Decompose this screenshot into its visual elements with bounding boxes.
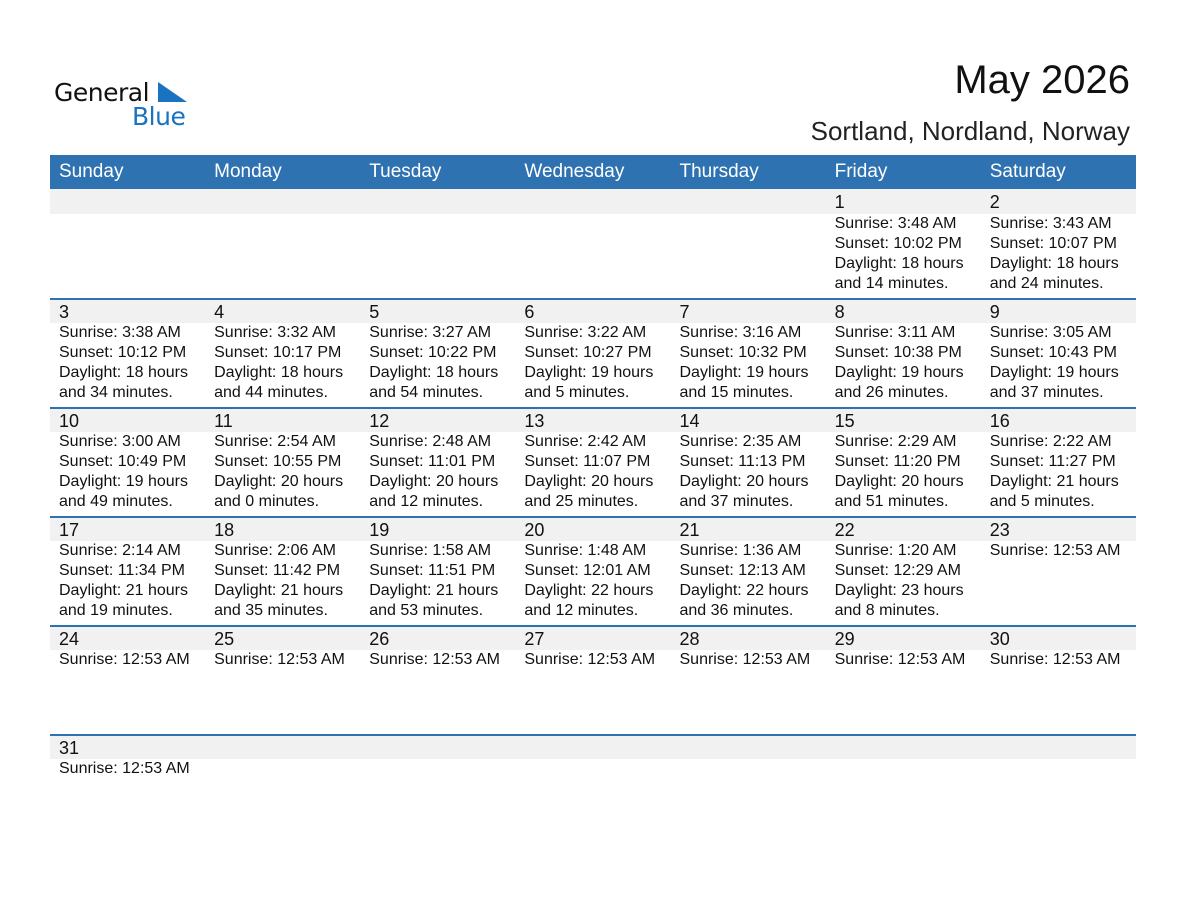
sun-info-line: and 14 minutes. xyxy=(834,275,949,292)
day-cell xyxy=(360,409,515,512)
weekday-wednesday: Wednesday xyxy=(524,161,625,182)
day-number: 14 xyxy=(679,411,700,431)
sun-info-line: Sunrise: 3:22 AM xyxy=(524,324,647,341)
logo-word-blue: Blue xyxy=(132,102,186,131)
day-cell xyxy=(50,627,205,670)
sun-info-line: Daylight: 21 hours xyxy=(214,582,344,599)
weekday-sunday: Sunday xyxy=(59,161,124,182)
sun-info-line: Sunrise: 12:53 AM xyxy=(524,651,656,668)
sun-info-line: Sunrise: 3:11 AM xyxy=(834,324,956,341)
day-cell xyxy=(671,300,826,403)
sun-info-line: Sunrise: 3:27 AM xyxy=(369,324,492,341)
day-cell xyxy=(981,189,1136,294)
sun-info-line: Daylight: 23 hours xyxy=(834,582,964,599)
sun-info-line: Sunset: 12:01 AM xyxy=(524,562,651,579)
day-number: 31 xyxy=(59,738,80,758)
weeks xyxy=(50,189,1136,843)
day-cell xyxy=(671,518,826,621)
sun-info-line: and 12 minutes. xyxy=(369,493,484,510)
sun-info-line: Sunrise: 3:43 AM xyxy=(989,215,1112,232)
day-cell xyxy=(826,736,981,779)
day-cell xyxy=(671,627,826,670)
day-number: 1 xyxy=(834,192,845,212)
day-cell xyxy=(515,300,670,403)
day-cell xyxy=(50,518,205,621)
day-number: 20 xyxy=(524,520,545,540)
sun-info-line: and 37 minutes. xyxy=(989,384,1104,401)
day-cell xyxy=(360,189,515,294)
weekday-tuesday: Tuesday xyxy=(369,161,442,182)
day-cell xyxy=(205,736,360,779)
day-cell xyxy=(981,736,1136,779)
sun-info-line: Sunset: 11:27 PM xyxy=(989,453,1116,470)
day-number: 2 xyxy=(989,192,1000,212)
sun-info-line: Sunset: 11:07 PM xyxy=(524,453,651,470)
sun-info-line: Sunset: 11:20 PM xyxy=(834,453,961,470)
sun-info-line: and 37 minutes. xyxy=(679,493,794,510)
logo-triangle-icon xyxy=(158,82,187,102)
day-cell xyxy=(515,409,670,512)
day-cell xyxy=(205,300,360,403)
day-number: 6 xyxy=(524,302,535,322)
sun-info-line: Sunset: 12:29 AM xyxy=(834,562,961,579)
sun-info-line: Sunrise: 12:53 AM xyxy=(679,651,811,668)
sun-info-line: Daylight: 18 hours xyxy=(369,364,499,381)
day-cell xyxy=(50,736,205,779)
sun-info-line: and 51 minutes. xyxy=(834,493,949,510)
day-cell xyxy=(671,409,826,512)
sun-info-line: and 36 minutes. xyxy=(679,602,794,619)
day-cell xyxy=(515,627,670,670)
sun-info-line: and 12 minutes. xyxy=(524,602,639,619)
sun-info-line: Sunrise: 2:29 AM xyxy=(834,433,957,450)
sun-info-line: and 19 minutes. xyxy=(59,602,173,619)
weekday-friday: Friday xyxy=(834,161,888,182)
sun-info-line: Sunrise: 3:48 AM xyxy=(834,215,957,232)
sun-info-line: Daylight: 19 hours xyxy=(59,473,188,490)
sun-info-line: Sunset: 11:51 PM xyxy=(369,562,496,579)
sun-info-line: Daylight: 20 hours xyxy=(524,473,654,490)
day-number: 17 xyxy=(59,520,80,540)
sun-info-line: and 8 minutes. xyxy=(834,602,940,619)
sun-info-line: Daylight: 20 hours xyxy=(834,473,964,490)
sun-info-line: Sunset: 10:22 PM xyxy=(369,344,497,361)
day-number: 5 xyxy=(369,302,380,322)
day-cell xyxy=(205,409,360,512)
day-number: 16 xyxy=(989,411,1010,431)
sun-info-line: and 53 minutes. xyxy=(369,602,484,619)
logo-word-general: General xyxy=(54,78,150,107)
weekday-header xyxy=(50,155,1136,189)
sun-info-line: Sunrise: 1:58 AM xyxy=(369,542,492,559)
sun-info-line: Sunrise: 2:22 AM xyxy=(989,433,1112,450)
sun-info-line: Sunset: 11:42 PM xyxy=(214,562,341,579)
day-number: 4 xyxy=(214,302,225,322)
sun-info-line: Daylight: 19 hours xyxy=(834,364,964,381)
day-cell xyxy=(515,736,670,779)
day-number: 29 xyxy=(834,629,855,649)
sun-info-line: Daylight: 20 hours xyxy=(679,473,809,490)
sun-info-line: Sunset: 10:32 PM xyxy=(679,344,807,361)
day-cell xyxy=(360,518,515,621)
sun-info-line: Sunrise: 12:53 AM xyxy=(834,651,966,668)
week-row xyxy=(50,516,1136,625)
sun-info-line: Daylight: 21 hours xyxy=(59,582,188,599)
day-cell xyxy=(50,409,205,512)
day-number: 7 xyxy=(679,302,690,322)
sun-info-line: Daylight: 19 hours xyxy=(989,364,1119,381)
sun-info-line: Sunrise: 12:53 AM xyxy=(369,651,500,668)
day-number: 23 xyxy=(989,520,1010,540)
sun-info-line: Sunrise: 2:06 AM xyxy=(214,542,336,559)
sun-info-line: and 34 minutes. xyxy=(59,384,173,401)
sun-info-line: Sunrise: 12:53 AM xyxy=(59,760,190,777)
day-number: 22 xyxy=(834,520,855,540)
day-number: 30 xyxy=(989,629,1010,649)
day-cell xyxy=(515,518,670,621)
sun-info-line: Daylight: 22 hours xyxy=(524,582,654,599)
day-number: 27 xyxy=(524,629,545,649)
sun-info-line: and 25 minutes. xyxy=(524,493,639,510)
day-number: 26 xyxy=(369,629,390,649)
sun-info-line: Sunset: 11:13 PM xyxy=(679,453,806,470)
sun-info-line: Sunset: 10:12 PM xyxy=(59,344,187,361)
sun-info-line: Daylight: 19 hours xyxy=(679,364,809,381)
day-number: 28 xyxy=(679,629,700,649)
sun-info-line: Sunrise: 1:20 AM xyxy=(834,542,957,559)
day-number: 8 xyxy=(834,302,845,322)
day-cell xyxy=(826,409,981,512)
sun-info-line: Sunrise: 12:53 AM xyxy=(59,651,190,668)
sun-info-line: Sunset: 12:13 AM xyxy=(679,562,806,579)
weekday-thursday: Thursday xyxy=(679,161,759,182)
day-cell xyxy=(826,627,981,670)
day-cell xyxy=(360,300,515,403)
day-cell xyxy=(671,189,826,294)
day-cell xyxy=(826,300,981,403)
sun-info-line: Sunset: 10:02 PM xyxy=(834,235,962,252)
day-cell xyxy=(205,627,360,670)
day-number: 18 xyxy=(214,520,235,540)
day-cell xyxy=(981,300,1136,403)
sun-info-line: and 26 minutes. xyxy=(834,384,949,401)
sun-info-line: and 54 minutes. xyxy=(369,384,484,401)
sun-info-line: Daylight: 21 hours xyxy=(989,473,1119,490)
sun-info-line: Sunset: 11:01 PM xyxy=(369,453,496,470)
sun-info-line: Sunrise: 3:38 AM xyxy=(59,324,181,341)
page-title: May 2026 xyxy=(954,58,1130,102)
day-cell xyxy=(981,627,1136,670)
day-number: 25 xyxy=(214,629,235,649)
day-cell xyxy=(826,189,981,294)
sun-info-line: Sunrise: 2:14 AM xyxy=(59,542,181,559)
day-cell xyxy=(826,518,981,621)
sun-info-line: Sunrise: 2:35 AM xyxy=(679,433,802,450)
day-number: 11 xyxy=(214,411,233,431)
day-cell xyxy=(360,627,515,670)
sun-info-line: Sunrise: 12:53 AM xyxy=(989,651,1121,668)
week-row xyxy=(50,298,1136,407)
location-subtitle: Sortland, Nordland, Norway xyxy=(810,116,1130,146)
sun-info-line: Sunset: 10:27 PM xyxy=(524,344,652,361)
sun-info-line: Sunset: 10:43 PM xyxy=(989,344,1117,361)
sun-info-line: Daylight: 21 hours xyxy=(369,582,499,599)
sun-info-line: Sunrise: 2:42 AM xyxy=(524,433,647,450)
sun-info-line: Daylight: 18 hours xyxy=(214,364,344,381)
sun-info-line: Daylight: 22 hours xyxy=(679,582,809,599)
sun-info-line: Sunrise: 1:48 AM xyxy=(524,542,647,559)
day-cell xyxy=(981,409,1136,512)
sun-info-line: Sunrise: 12:53 AM xyxy=(214,651,345,668)
day-number: 3 xyxy=(59,302,70,322)
sun-info-line: and 35 minutes. xyxy=(214,602,328,619)
sun-info-line: Daylight: 20 hours xyxy=(369,473,499,490)
week-row xyxy=(50,189,1136,298)
sun-info-line: Daylight: 20 hours xyxy=(214,473,344,490)
sun-info-line: Sunset: 10:49 PM xyxy=(59,453,187,470)
general-blue-logo xyxy=(54,78,194,130)
sun-info-line: and 44 minutes. xyxy=(214,384,328,401)
sun-info-line: Sunset: 10:17 PM xyxy=(214,344,342,361)
sun-info-line: Sunrise: 1:36 AM xyxy=(679,542,802,559)
day-number: 21 xyxy=(679,520,700,540)
day-number: 15 xyxy=(834,411,855,431)
sun-info-line: Daylight: 18 hours xyxy=(834,255,964,272)
day-number: 19 xyxy=(369,520,390,540)
sun-info-line: Daylight: 18 hours xyxy=(989,255,1119,272)
day-cell xyxy=(205,518,360,621)
day-cell xyxy=(515,189,670,294)
sun-info-line: and 5 minutes. xyxy=(989,493,1095,510)
sun-info-line: Sunset: 10:38 PM xyxy=(834,344,962,361)
week-row xyxy=(50,734,1136,843)
sun-info-line: and 24 minutes. xyxy=(989,275,1104,292)
week-row xyxy=(50,407,1136,516)
sun-info-line: Sunset: 10:55 PM xyxy=(214,453,342,470)
sun-info-line: Sunrise: 3:00 AM xyxy=(59,433,181,450)
sun-info-line: and 49 minutes. xyxy=(59,493,173,510)
day-number: 12 xyxy=(369,411,390,431)
day-cell xyxy=(50,189,205,294)
day-cell xyxy=(205,189,360,294)
sun-info-line: and 0 minutes. xyxy=(214,493,320,510)
sun-info-line: Daylight: 19 hours xyxy=(524,364,654,381)
sun-info-line: and 15 minutes. xyxy=(679,384,794,401)
week-row xyxy=(50,625,1136,734)
day-number: 24 xyxy=(59,629,80,649)
sun-info-line: Sunrise: 3:32 AM xyxy=(214,324,336,341)
day-cell xyxy=(981,518,1136,621)
weekday-monday: Monday xyxy=(214,161,282,182)
day-number: 10 xyxy=(59,411,80,431)
day-cell xyxy=(50,300,205,403)
sun-info-line: Sunset: 10:07 PM xyxy=(989,235,1117,252)
sun-info-line: and 5 minutes. xyxy=(524,384,630,401)
day-number: 9 xyxy=(989,302,1000,322)
day-cell xyxy=(671,736,826,779)
calendar-grid xyxy=(50,155,1136,843)
day-cell xyxy=(360,736,515,779)
sun-info-line: Sunrise: 2:48 AM xyxy=(369,433,492,450)
day-number: 13 xyxy=(524,411,545,431)
sun-info-line: Sunrise: 3:05 AM xyxy=(989,324,1112,341)
weekday-saturday: Saturday xyxy=(989,161,1066,182)
sun-info-line: Sunrise: 3:16 AM xyxy=(679,324,802,341)
sun-info-line: Daylight: 18 hours xyxy=(59,364,188,381)
sun-info-line: Sunrise: 12:53 AM xyxy=(989,542,1121,559)
sun-info-line: Sunset: 11:34 PM xyxy=(59,562,185,579)
sun-info-line: Sunrise: 2:54 AM xyxy=(214,433,336,450)
